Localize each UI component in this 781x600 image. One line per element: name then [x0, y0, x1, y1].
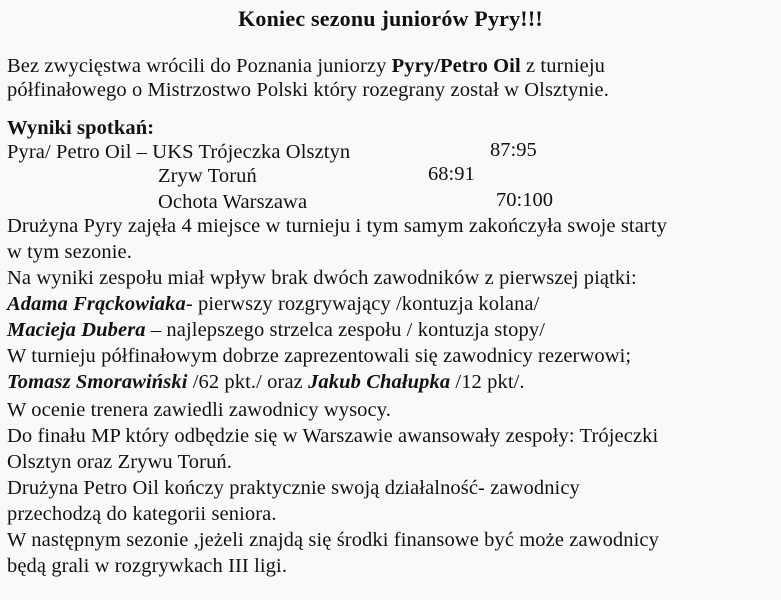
reserves-line-1: W turnieju półfinałowym dobrze zaprezentowali się zawodnicy rezerwowi;: [7, 345, 632, 367]
player-2-desc: – najlepszego strzelca zespołu / kontuzja stopy/: [145, 319, 546, 341]
reserve-1-points: /62 pkt./ oraz: [187, 371, 309, 393]
petro-line-2: przechodzą do kategorii seniora.: [7, 503, 277, 525]
intro-line-2: półfinałowego o Mistrzostwo Polski który rozegrany został w Olsztynie.: [7, 79, 609, 101]
summary-line-2: w tym sezonie.: [7, 241, 132, 263]
intro-text-pre: Bez zwycięstwa wrócili do Poznania juniorzy: [7, 55, 392, 77]
player-2-name: Macieja Dubera: [7, 319, 146, 341]
match-1-score: 87:95: [490, 139, 537, 161]
absence-intro: Na wyniki zespołu miał wpływ brak dwóch zawodników z pierwszej piątki:: [7, 267, 637, 289]
article-title: Koniec sezonu juniorów Pyry!!!: [238, 6, 543, 31]
reserve-2-points: /12 pkt/.: [450, 371, 525, 393]
next-season-line-1: W następnym sezonie ,jeżeli znajdą się środki finansowe być może zawodnicy: [7, 529, 659, 551]
intro-text-post: z turnieju: [520, 55, 605, 77]
absence-player-1: [7, 292, 539, 316]
reserves-line-2: [7, 370, 525, 394]
absence-player-2: [7, 318, 545, 342]
coach-line: W ocenie trenera zawiedli zawodnicy wysocy.: [7, 399, 391, 421]
reserve-2-name: Jakub Chałupka: [308, 371, 451, 393]
player-1-name: Adama Frąckowiaka: [7, 293, 186, 315]
summary-line-1: Drużyna Pyry zajęła 4 miejsce w turnieju i tym samym zakończyła swoje starty: [7, 215, 667, 237]
match-1-team: Pyra/ Petro Oil – UKS Trójeczka Olsztyn: [7, 141, 351, 163]
petro-line-1: Drużyna Petro Oil kończy praktycznie swoją działalność- zawodnicy: [7, 477, 580, 499]
final-line-2: Olsztyn oraz Zrywu Toruń.: [7, 451, 232, 473]
match-2-team: Zryw Toruń: [158, 165, 257, 187]
intro-line-1: [7, 54, 605, 78]
match-3-score: 70:100: [496, 189, 553, 211]
match-3-team: Ochota Warszawa: [158, 191, 308, 213]
team-name-bold: Pyry/Petro Oil: [391, 55, 521, 77]
match-2-score: 68:91: [428, 163, 475, 185]
results-heading: Wyniki spotkań:: [7, 117, 155, 139]
player-1-desc: - pierwszy rozgrywający /kontuzja kolana/: [185, 293, 540, 315]
reserve-1-name: Tomasz Smorawiński: [7, 371, 188, 393]
final-line-1: Do finału MP który odbędzie się w Warszawie awansowały zespoły: Trójeczki: [7, 425, 659, 447]
next-season-line-2: będą grali w rozgrywkach III ligi.: [7, 555, 288, 577]
